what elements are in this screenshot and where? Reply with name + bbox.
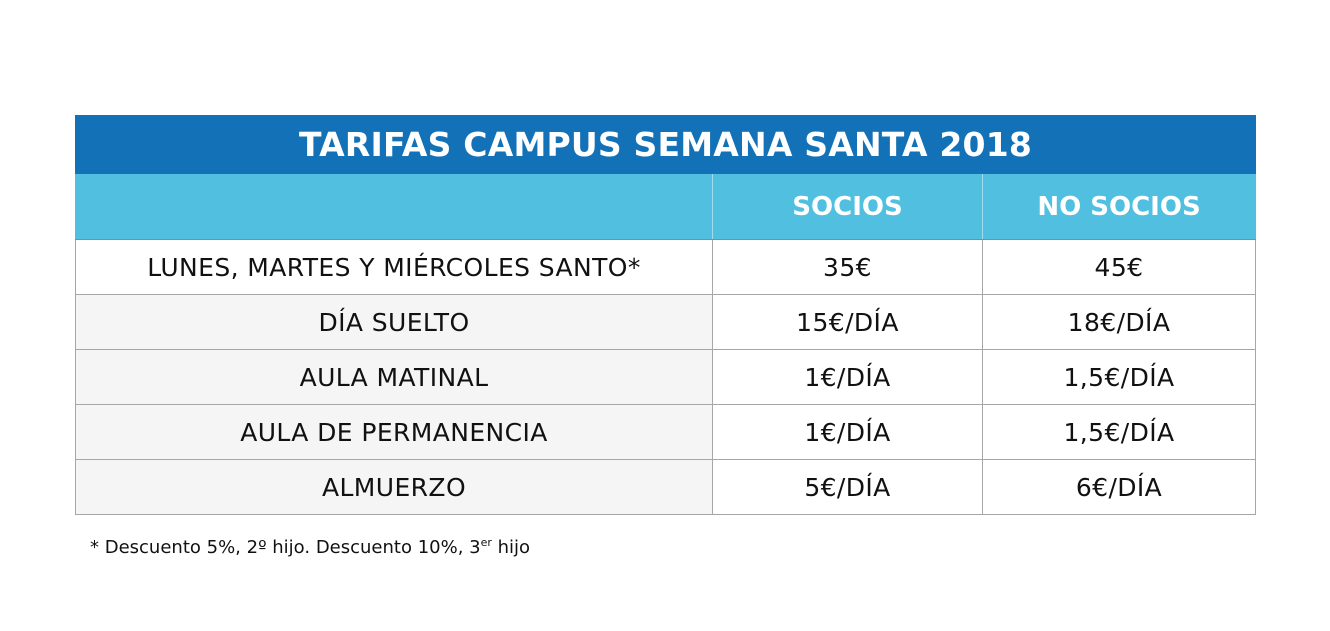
table-row [76, 240, 1256, 295]
row-label: DÍA SUELTO [76, 295, 713, 350]
row-label: ALMUERZO [76, 460, 713, 515]
row-label: LUNES, MARTES Y MIÉRCOLES SANTO* [76, 240, 713, 295]
row-price-socios: 35€ [713, 240, 983, 295]
table-row [76, 350, 1256, 405]
header-row [76, 174, 1256, 240]
row-price-socios: 5€/DÍA [713, 460, 983, 515]
footnote-main: * Descuento 5%, 2º hijo. Descuento 10%, 3 [90, 537, 481, 558]
table-row [76, 460, 1256, 515]
row-price-no-socios: 1,5€/DÍA [983, 350, 1256, 405]
row-price-socios: 1€/DÍA [713, 405, 983, 460]
title-row [76, 116, 1256, 174]
footnote-end: hijo [491, 537, 531, 558]
footnote-superscript: er [480, 536, 492, 549]
row-price-socios: 15€/DÍA [713, 295, 983, 350]
header-empty [76, 174, 713, 240]
row-label: AULA DE PERMANENCIA [76, 405, 713, 460]
table-title: TARIFAS CAMPUS SEMANA SANTA 2018 [76, 116, 1256, 174]
row-price-socios: 1€/DÍA [713, 350, 983, 405]
row-price-no-socios: 6€/DÍA [983, 460, 1256, 515]
row-price-no-socios: 18€/DÍA [983, 295, 1256, 350]
table-row [76, 405, 1256, 460]
table-row [76, 295, 1256, 350]
row-price-no-socios: 45€ [983, 240, 1256, 295]
header-no-socios: NO SOCIOS [983, 174, 1256, 240]
footnote [90, 536, 530, 558]
row-price-no-socios: 1,5€/DÍA [983, 405, 1256, 460]
tarifas-table [75, 115, 1256, 515]
header-socios: SOCIOS [713, 174, 983, 240]
row-label: AULA MATINAL [76, 350, 713, 405]
